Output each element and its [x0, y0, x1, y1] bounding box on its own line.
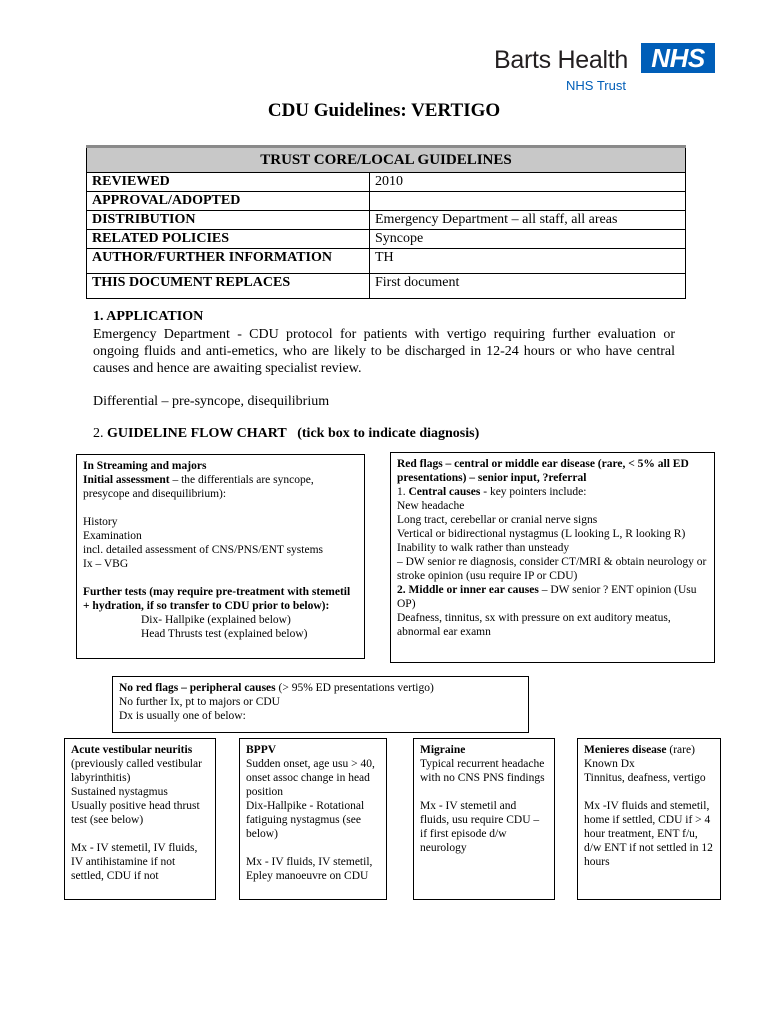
- flowchart-heading-title: GUIDELINE FLOW CHART: [107, 426, 287, 441]
- central-causes: [397, 485, 708, 499]
- row-value: First document: [370, 274, 686, 299]
- menieres-box: [577, 738, 721, 900]
- streaming-line: History: [83, 516, 118, 528]
- middle-ear-rest: – DW senior ? ENT opinion (Usu OP): [397, 584, 697, 610]
- application-text: Emergency Department - CDU protocol for patients with vertigo requiring further evaluation or ongoing fluids and anti-emetics, who are likely to be discharged in 12-24 hours or who have central causes and hence are awaiting specialist review.: [93, 327, 675, 376]
- red-flag-line: Long tract, cerebellar or cranial nerve signs: [397, 514, 598, 526]
- migraine-line: Mx - IV stemetil and fluids, usu require CDU – if first episode d/w neurology: [420, 800, 540, 854]
- application-heading: 1. APPLICATION: [93, 309, 204, 324]
- red-flag-line: – DW senior re diagnosis, consider CT/MRI & obtain neurology or stroke opinion (usu require IP or CDU): [397, 556, 707, 582]
- table-header: TRUST CORE/LOCAL GUIDELINES: [87, 147, 686, 173]
- row-label: AUTHOR/FURTHER INFORMATION: [87, 249, 370, 274]
- row-value: 2010: [370, 173, 686, 192]
- streaming-line: Examination: [83, 530, 142, 542]
- row-value: [370, 192, 686, 211]
- page-title: CDU Guidelines: VERTIGO: [267, 100, 501, 121]
- red-flags-box: [390, 452, 715, 663]
- differential-text: Differential – pre-syncope, disequilibrium: [93, 394, 330, 409]
- streaming-line: Ix – VBG: [83, 558, 129, 570]
- further-tests: Further tests (may require pre-treatment with stemetil + hydration, if so transfer to CDU prior to below):: [83, 586, 351, 612]
- no-red-flags-bold: No red flags – peripheral causes: [119, 682, 276, 694]
- menieres-line: Known Dx: [584, 758, 635, 770]
- no-red-flags-line: No further Ix, pt to majors or CDU: [119, 696, 280, 708]
- middle-ear-causes: [397, 583, 708, 611]
- row-value: Syncope: [370, 230, 686, 249]
- menieres-title-rest: (rare): [666, 744, 695, 756]
- red-flag-line: Vertical or bidirectional nystagmus (L looking L, R looking R): [397, 528, 686, 540]
- no-red-flags-title: [119, 681, 522, 695]
- red-flag-line: Deafness, tinnitus, sx with pressure on ext auditory meatus, abnormal ear examn: [397, 612, 671, 638]
- streaming-line: incl. detailed assessment of CNS/PNS/ENT systems: [83, 544, 324, 556]
- test-item: Head Thrusts test (explained below): [141, 628, 308, 640]
- bppv-line: Mx - IV fluids, IV stemetil, Epley manoeuvre on CDU: [246, 856, 373, 882]
- flowchart-heading-note: (tick box to indicate diagnosis): [297, 426, 480, 441]
- nhs-logo: NHS: [641, 43, 715, 73]
- streaming-box: [76, 454, 365, 659]
- migraine-box: [413, 738, 555, 900]
- bppv-box: [239, 738, 387, 900]
- central-bold: Central causes: [408, 486, 481, 498]
- red-flag-line: Inability to walk rather than unsteady: [397, 542, 570, 554]
- test-item: Dix- Hallpike (explained below): [141, 614, 291, 626]
- avn-line: Usually positive head thrust test (see below): [71, 800, 200, 826]
- red-flag-line: New headache: [397, 500, 465, 512]
- menieres-line: Tinnitus, deafness, vertigo: [584, 772, 706, 784]
- initial-rest: – the differentials are syncope, presycope and disequilibrium):: [83, 474, 314, 500]
- central-num: 1.: [397, 486, 409, 498]
- flowchart-heading: [93, 426, 479, 442]
- middle-ear-bold: 2. Middle or inner ear causes: [397, 584, 539, 596]
- no-red-flags-rest: (> 95% ED presentations vertigo): [275, 682, 434, 694]
- row-label: THIS DOCUMENT REPLACES: [87, 274, 370, 299]
- bppv-line: Sudden onset, age usu > 40, onset assoc change in head position: [246, 758, 375, 798]
- row-label: REVIEWED: [87, 173, 370, 192]
- streaming-title: In Streaming and majors: [83, 460, 207, 472]
- avn-title-rest: (previously called vestibular labyrinthitis): [71, 758, 202, 784]
- row-label: APPROVAL/ADOPTED: [87, 192, 370, 211]
- org-name: Barts Health: [494, 46, 628, 74]
- initial-bold: Initial assessment: [83, 474, 170, 486]
- row-value: TH: [370, 249, 686, 274]
- menieres-title-bold: Menieres disease: [584, 744, 667, 756]
- migraine-title: Migraine: [420, 744, 466, 756]
- row-label: DISTRIBUTION: [87, 211, 370, 230]
- row-value: Emergency Department – all staff, all areas: [370, 211, 686, 230]
- avn-title-bold: Acute vestibular neuritis: [71, 744, 193, 756]
- no-red-flags-box: [112, 676, 529, 733]
- avn-line: Sustained nystagmus: [71, 786, 168, 798]
- trust-name: NHS Trust: [566, 78, 626, 93]
- acute-vestibular-neuritis-box: [64, 738, 216, 900]
- menieres-line: Mx -IV fluids and stemetil, home if settled, CDU if > 4 hour treatment, ENT f/u, d/w ENT if not settled in 12 hours: [584, 800, 713, 868]
- row-label: RELATED POLICIES: [87, 230, 370, 249]
- bppv-line: Dix-Hallpike - Rotational fatiguing nystagmus (see below): [246, 800, 365, 840]
- central-rest: - key pointers include:: [480, 486, 587, 498]
- avn-title: [71, 743, 209, 785]
- migraine-line: Typical recurrent headache with no CNS PNS findings: [420, 758, 545, 784]
- avn-line: Mx - IV stemetil, IV fluids, IV antihistamine if not settled, CDU if not: [71, 842, 198, 882]
- flowchart-heading-num: 2.: [93, 426, 107, 441]
- menieres-title: [584, 743, 714, 757]
- bppv-title: BPPV: [246, 744, 277, 756]
- guidelines-table: [86, 145, 686, 299]
- initial-assessment: [83, 473, 358, 501]
- red-flags-title: Red flags – central or middle ear disease (rare, < 5% all ED presentations) – senior input, ?referral: [397, 458, 689, 484]
- no-red-flags-line: Dx is usually one of below:: [119, 710, 246, 722]
